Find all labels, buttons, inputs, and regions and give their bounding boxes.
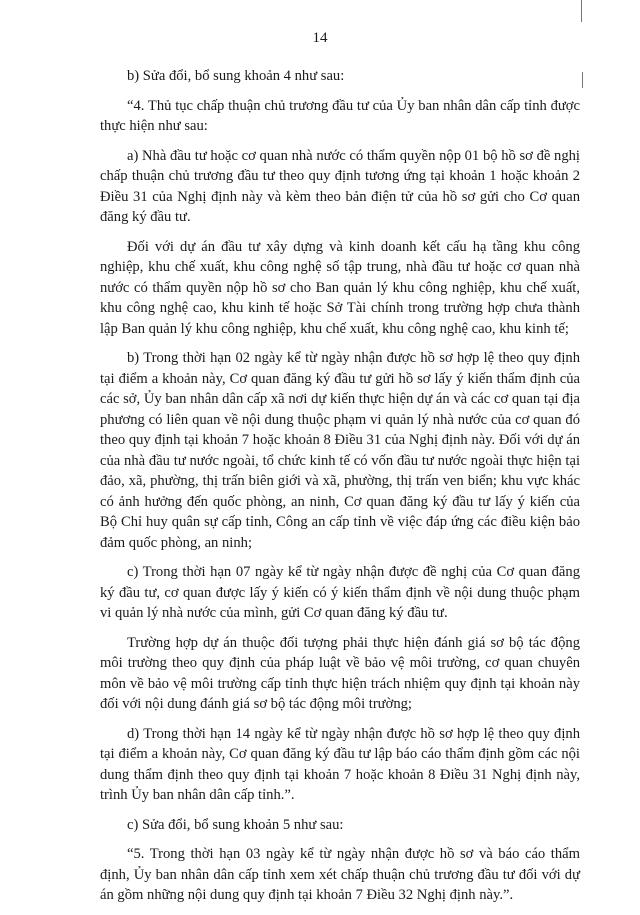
paragraph-point-d: d) Trong thời hạn 14 ngày kể từ ngày nhận được hồ sơ hợp lệ theo quy định tại điểm a khoản này, Cơ quan đăng ký đầu tư lập báo cáo thẩm định gồm các nội dung thẩm định theo quy định tại khoản 7 hoặc khoản 8 Điều 31 Nghị định này, trình Ủy ban nhân dân cấp tỉnh.”. (100, 725, 580, 803)
paragraph-clause-4-intro: “4. Thủ tục chấp thuận chủ trương đầu tư của Ủy ban nhân dân cấp tỉnh được thực hiện như sau: (100, 97, 580, 134)
paragraph-point-b: b) Trong thời hạn 02 ngày kể từ ngày nhận được hồ sơ hợp lệ theo quy định tại điểm a khoản này, Cơ quan đăng ký đầu tư gửi hồ sơ lấy ý kiến thẩm định của các sở, Ủy ban nhân dân cấp xã nơi dự kiến thực hiện dự án và các cơ quan tại địa phương có liên quan về nội dung thuộc phạm vi quản lý nhà nước của cơ quan đó theo quy định tại khoản 7 hoặc khoản 8 Điều 31 của Nghị định này. Đối với dự án của nhà đầu tư nước ngoài, tổ chức kinh tế có vốn đầu tư nước ngoài thực hiện tại đảo, xã, phường, thị trấn biên giới và xã, phường, thị trấn ven biển; khu vực khác có ảnh hưởng đến quốc phòng, an ninh, Cơ quan đăng ký đầu tư lấy ý kiến của Bộ Chỉ huy quân sự cấp tỉnh, Công an cấp tỉnh về việc đáp ứng các điều kiện bảo đảm quốc phòng, an ninh; (100, 350, 580, 551)
paragraph-clause-5: “5. Trong thời hạn 03 ngày kể từ ngày nhận được hồ sơ và báo cáo thẩm định, Ủy ban nhân dân cấp tỉnh xem xét chấp thuận chủ trương đầu tư đối với dự án gồm những nội dung quy định tại khoản 7 Điều 32 Nghị định này.”. (100, 846, 580, 903)
paragraph-amend-clause-4: b) Sửa đổi, bổ sung khoản 4 như sau: (127, 68, 345, 84)
paragraph-amend-clause-5: c) Sửa đổi, bổ sung khoản 5 như sau: (127, 816, 344, 833)
document-body (100, 66, 580, 915)
paragraph-point-a-infrastructure: Đối với dự án đầu tư xây dựng và kinh doanh kết cấu hạ tầng khu công nghiệp, khu chế xuất, khu công nghệ số tập trung, nhà đầu tư hoặc cơ quan nhà nước có thẩm quyền nộp hồ sơ cho Ban quản lý khu công nghiệp, khu chế xuất, khu công nghệ cao, khu kinh tế hoặc Sở Tài chính trong trường hợp chưa thành lập Ban quản lý khu công nghiệp, khu chế xuất, khu công nghệ cao, khu kinh tế; (100, 238, 580, 337)
page-number: 14 (312, 30, 328, 46)
scan-mark-right (582, 72, 583, 88)
paragraph-point-c: c) Trong thời hạn 07 ngày kể từ ngày nhận được đề nghị của Cơ quan đăng ký đầu tư, cơ quan được lấy ý kiến có ý kiến thẩm định về nội dung thuộc phạm vi quản lý nhà nước của mình, gửi Cơ quan đăng ký đầu tư. (100, 564, 580, 621)
paragraph-point-c-environment: Trường hợp dự án thuộc đối tượng phải thực hiện đánh giá sơ bộ tác động môi trường theo quy định của pháp luật về bảo vệ môi trường, cơ quan chuyên môn về bảo vệ môi trường cấp tỉnh thực hiện trách nhiệm quy định tại khoản này đối với nội dung đánh giá sơ bộ tác động môi trường; (100, 634, 580, 712)
scan-mark-top (581, 0, 582, 22)
paragraph-point-a: a) Nhà đầu tư hoặc cơ quan nhà nước có thẩm quyền nộp 01 bộ hồ sơ đề nghị chấp thuận chủ trương đầu tư theo quy định tương ứng tại khoản 1 hoặc khoản 2 Điều 31 của Nghị định này và kèm theo bản điện tử của hồ sơ gửi cho Cơ quan đăng ký đầu tư. (100, 147, 580, 225)
